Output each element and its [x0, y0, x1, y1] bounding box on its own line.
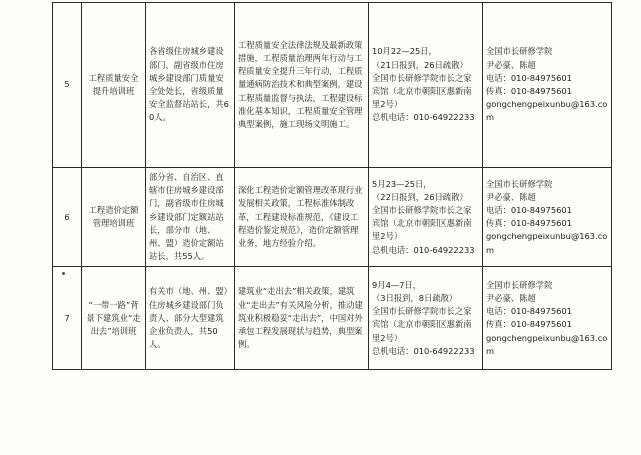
table-row [53, 3, 612, 168]
course-name: 工程造价定额管理培训班 [82, 168, 146, 267]
arrival-departure: （21日报到，26日疏散） [372, 59, 468, 70]
course-content: 建筑业“走出去”相关政策，建筑业“走出去”有关风险分析，推动建筑业积极稳妥“走出去”，中国对外承包工程发展现状与趋势，典型案例。 [235, 267, 369, 370]
organizer: 全国市长研修学院 [486, 279, 553, 290]
participants: 部分省、自治区、直辖市住房城乡建设部门，副省级市住房城乡建设部门定额站站长，部分市（地、州、盟）造价定额站站长，共55人。 [146, 168, 235, 267]
scan-speck [62, 272, 65, 275]
course-name: 工程质量安全提升培训班 [82, 3, 146, 168]
phone: 电话：010-84975601 [486, 72, 572, 83]
phone: 电话：010-84975601 [486, 306, 572, 317]
row-number: 6 [53, 168, 82, 267]
dates: 9月4—7日， [372, 279, 422, 290]
contact-info [483, 3, 612, 168]
participants: 各省级住房城乡建设部门，副省级市住房城乡建设部门质量安全处处长，省级质量安全监督站站长，共60人。 [146, 3, 235, 168]
contact-persons: 尹必豪、陈超 [486, 293, 536, 304]
fax: 传真：010-84975601 [486, 218, 572, 229]
dates: 10月22—25日， [372, 46, 437, 57]
venue: 全国市长研修学院市长之家宾馆（北京市朝阳区惠新南里2号） [372, 205, 472, 242]
switchboard-phone: 总机电话：010-64922233 [372, 244, 475, 255]
time-location [369, 168, 483, 267]
arrival-departure: （3日报到，8日疏散） [372, 293, 458, 304]
dates: 5月23—25日， [372, 178, 432, 189]
table-row [53, 168, 612, 267]
arrival-departure: （22日报到，26日疏散） [372, 191, 468, 202]
contact-persons: 尹必豪、陈超 [486, 191, 536, 202]
fax: 传真：010-84975601 [486, 319, 572, 330]
row-number: 5 [53, 3, 82, 168]
row-number: 7 [53, 267, 82, 370]
phone: 电话：010-84975601 [486, 205, 572, 215]
table-row [53, 267, 612, 370]
training-schedule-table [52, 2, 612, 370]
email: gongchengpeixunbu@163.com [486, 99, 608, 123]
participants: 有关市（地、州、盟）住房城乡建设部门负责人、部分大型建筑企业负责人，共50人。 [146, 267, 235, 370]
email: gongchengpeixunbu@163.com [486, 231, 608, 255]
venue: 全国市长研修学院市长之家宾馆（北京市朝阳区惠新南里2号） [372, 306, 472, 343]
switchboard-phone: 总机电话：010-64922233 [372, 112, 475, 123]
organizer: 全国市长研修学院 [486, 178, 553, 189]
fax: 传真：010-84975601 [486, 86, 572, 96]
course-content: 深化工程造价定额管理改革现行业发展相关政策，工程标准体制改革，工程建设标准规范，《建设工程造价鉴定规范》，造价定额管理业务，地方经验介绍。 [235, 168, 369, 267]
organizer: 全国市长研修学院 [486, 46, 553, 57]
venue: 全国市长研修学院市长之家宾馆（北京市朝阳区惠新南里2号） [372, 72, 472, 110]
time-location [369, 3, 483, 168]
switchboard-phone: 总机电话：010-64922233 [372, 345, 475, 356]
course-name: “一带一路”背景下建筑业“走出去”培训班 [82, 267, 146, 370]
email: gongchengpeixunbu@163.com [486, 332, 608, 356]
contact-persons: 尹必豪、陈超 [486, 59, 536, 70]
course-content: 工程质量安全法律法规及最新政策措施，工程质量治理两年行动与工程质量安全提升三年行动，工程质量通病防治技术和典型案例，建设工程质量监督与执法，工程建设标准化基本知识，工程质量安全管理典型案例，施工现场文明施工。 [235, 3, 369, 168]
contact-info [483, 267, 612, 370]
time-location [369, 267, 483, 370]
contact-info [483, 168, 612, 267]
